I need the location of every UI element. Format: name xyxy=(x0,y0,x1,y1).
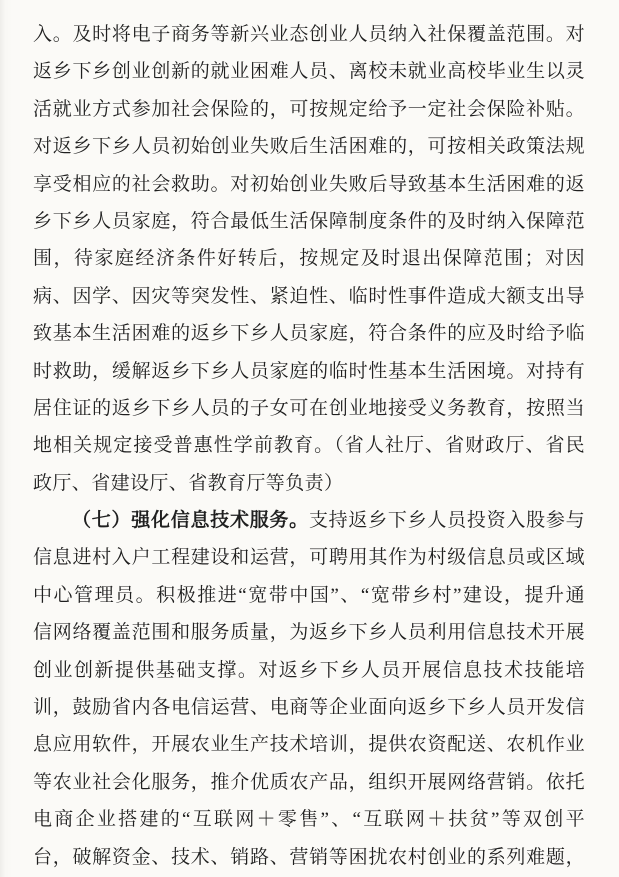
text-line: 地相关规定接受普惠性学前教育。（省人社厅、省财政厅、省民 xyxy=(33,435,585,457)
text-line: 台，破解资金、技术、销路、营销等困扰农村创业的系列难题， xyxy=(33,846,585,868)
text-line: 返乡下乡创业创新的就业困难人员、离校未就业高校毕业生以灵 xyxy=(33,61,585,83)
text-line: 训，鼓励省内各电信运营、电商等企业面向返乡下乡人员开发信 xyxy=(33,697,585,719)
text-line: 乡下乡人员家庭，符合最低生活保障制度条件的及时纳入保障范 xyxy=(33,210,585,232)
text-line: 时救助，缓解返乡下乡人员家庭的临时性基本生活困境。对持有 xyxy=(33,360,585,382)
text-line: 中心管理员。积极推进“宽带中国”、“宽带乡村”建设，提升通 xyxy=(33,584,585,606)
text-line: 围，待家庭经济条件好转后，按规定及时退出保障范围；对因 xyxy=(33,248,585,270)
text-line: 电商企业搭建的“互联网＋零售”、“互联网＋扶贫”等双创平 xyxy=(33,809,585,831)
text-line: 享受相应的社会救助。对初始创业失败后导致基本生活困难的返 xyxy=(33,173,585,195)
text-line: 信网络覆盖范围和服务质量，为返乡下乡人员利用信息技术开展 xyxy=(33,622,585,644)
text-line: 等农业社会化服务，推介优质农产品，组织开展网络营销。依托 xyxy=(33,771,585,793)
text-line-paragraph-end: 政厅、省建设厅、省教育厅等负责） xyxy=(33,472,344,494)
section-body-start: 支持返乡下乡人员投资入股参与 xyxy=(308,510,585,532)
section-number: （七） xyxy=(72,510,132,532)
text-line: 对返乡下乡人员初始创业失败后生活困难的，可按相关政策法规 xyxy=(33,136,585,158)
text-line: 活就业方式参加社会保险的，可按规定给予一定社会保险补贴。 xyxy=(33,98,585,120)
text-line: 创业创新提供基础支撑。对返乡下乡人员开展信息技术技能培 xyxy=(33,659,585,681)
text-line: 致基本生活困难的返乡下乡人员家庭，符合条件的应及时给予临 xyxy=(33,323,585,345)
text-line: 入。及时将电子商务等新兴业态创业人员纳入社保覆盖范围。对 xyxy=(33,24,585,45)
text-line: 信息进村入户工程建设和运营，可聘用其作为村级信息员或区域 xyxy=(33,547,585,569)
text-line: 居住证的返乡下乡人员的子女可在创业地接受义务教育，按照当 xyxy=(33,397,585,419)
text-line: 息应用软件，开展农业生产技术培训，提供农资配送、农机作业 xyxy=(33,734,585,756)
text-line: 病、因学、因灾等突发性、紧迫性、临时性事件造成大额支出导 xyxy=(33,285,585,307)
section-title: 强化信息技术服务。 xyxy=(131,510,309,532)
section-heading-line xyxy=(33,502,585,539)
